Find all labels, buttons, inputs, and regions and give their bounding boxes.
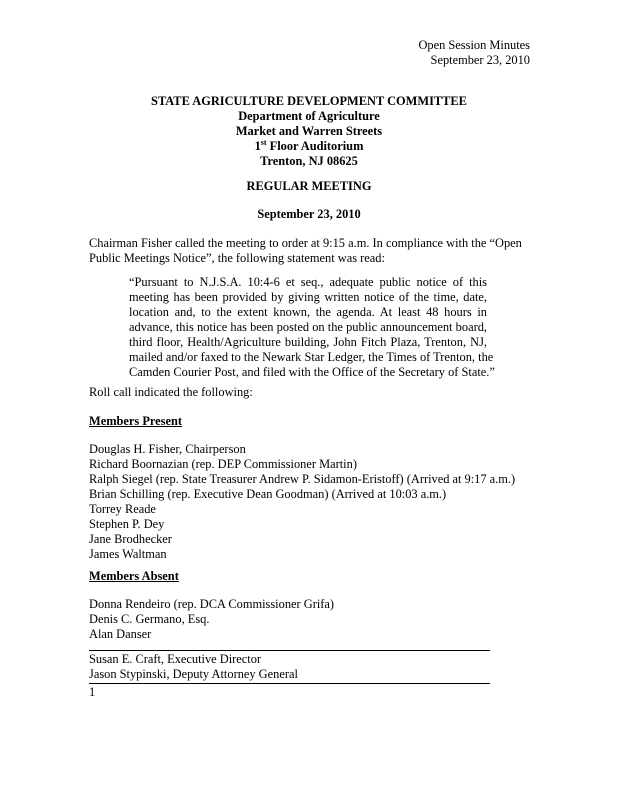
list-item: Douglas H. Fisher, Chairperson (89, 442, 246, 456)
floor-ordinal: st (260, 138, 267, 147)
committee-name: STATE AGRICULTURE DEVELOPMENT COMMITTEE (151, 94, 467, 108)
list-item: Stephen P. Dey (89, 517, 165, 531)
quote-line: mailed and/or faxed to the Newark Star Ledger, the Times of Trenton, the (129, 350, 494, 364)
public-notice-quote (129, 275, 495, 380)
divider-bottom (89, 683, 490, 684)
meeting-date: September 23, 2010 (257, 207, 361, 221)
header-title: Open Session Minutes (418, 38, 530, 52)
floor-label: Floor Auditorium (266, 139, 364, 153)
intro-line: Public Meetings Notice”, the following statement was read: (89, 251, 385, 265)
intro-paragraph (89, 236, 529, 266)
intro-line: Chairman Fisher called the meeting to order at 9:15 a.m. In compliance with the “Open (89, 236, 522, 250)
members-present-heading: Members Present (89, 414, 183, 428)
list-item: Denis C. Germano, Esq. (89, 612, 210, 626)
quote-line: advance, this notice has been posted on the public announcement board, (129, 320, 487, 334)
quote-line: meeting has been provided by giving written notice of the time, date, (129, 290, 487, 304)
quote-line: third floor, Health/Agriculture building, John Fitch Plaza, Trenton, NJ, (129, 335, 487, 349)
list-item: Susan E. Craft, Executive Director (89, 652, 262, 666)
members-absent-list (89, 597, 334, 642)
document-header (418, 38, 530, 68)
list-item: Ralph Siegel (rep. State Treasurer Andrew P. Sidamon-Eristoff) (Arrived at 9:17 a.m.) (89, 472, 516, 486)
department-name: Department of Agriculture (238, 109, 380, 123)
list-item: Torrey Reade (89, 502, 156, 516)
list-item: Richard Boornazian (rep. DEP Commissioner Martin) (89, 457, 357, 471)
quote-line: Camden Courier Post, and filed with the Office of the Secretary of State.” (129, 365, 495, 379)
floor-number: 1 (254, 139, 261, 153)
street-address: Market and Warren Streets (235, 124, 383, 138)
list-item: James Waltman (89, 547, 167, 561)
header-date: September 23, 2010 (430, 53, 530, 67)
divider-top (89, 650, 490, 651)
members-absent-heading: Members Absent (89, 569, 179, 583)
roll-call-text: Roll call indicated the following: (89, 385, 253, 399)
page-number: 1 (89, 685, 96, 699)
quote-line: location and, to the extent known, the agenda. At least 48 hours in (129, 305, 487, 319)
members-present-list (89, 442, 515, 562)
staff-list (89, 652, 298, 682)
list-item: Jason Stypinski, Deputy Attorney General (89, 667, 298, 681)
list-item: Jane Brodhecker (89, 532, 172, 546)
city-address: Trenton, NJ 08625 (260, 154, 358, 168)
list-item: Donna Rendeiro (rep. DCA Commissioner Grifa) (89, 597, 335, 611)
list-item: Brian Schilling (rep. Executive Dean Goodman) (Arrived at 10:03 a.m.) (89, 487, 447, 501)
meeting-type: REGULAR MEETING (246, 179, 372, 193)
list-item: Alan Danser (89, 627, 152, 641)
quote-line: “Pursuant to N.J.S.A. 10:4-6 et seq., adequate public notice of this (129, 275, 487, 289)
meeting-location (0, 139, 618, 154)
